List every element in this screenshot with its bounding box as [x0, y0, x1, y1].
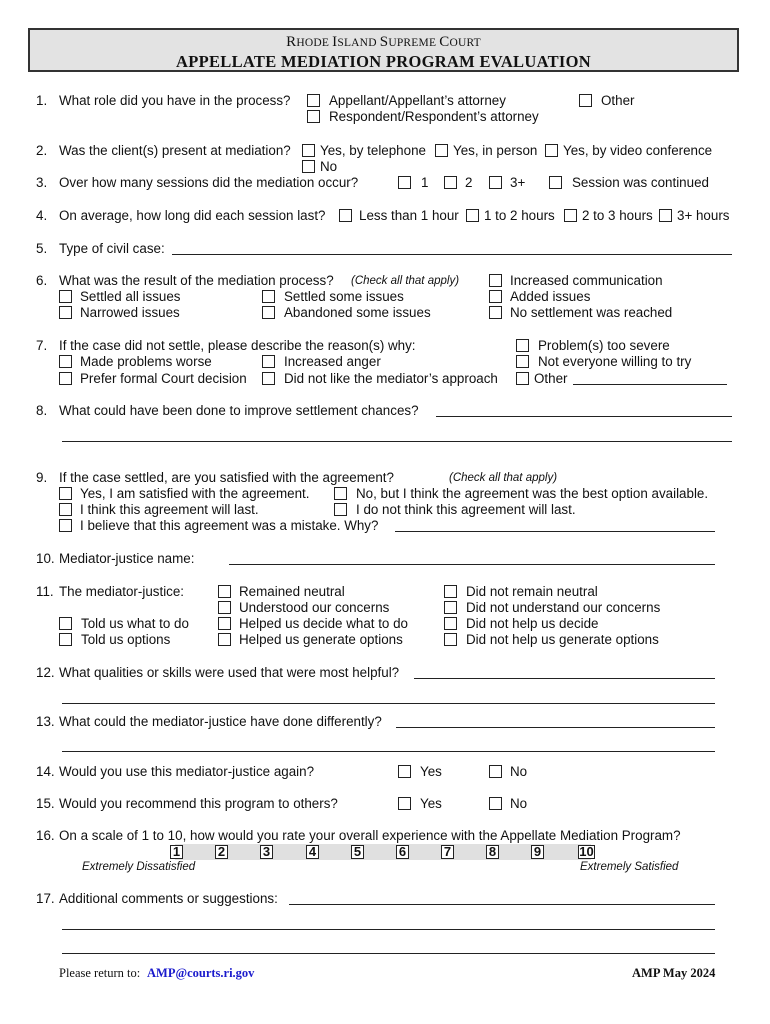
q15-yes-label: Yes — [420, 796, 442, 811]
q7-approach-label: Did not like the mediator’s approach — [284, 371, 498, 386]
q9-will-last-checkbox[interactable] — [59, 503, 72, 516]
rating-option-2[interactable]: 2 — [215, 845, 228, 859]
return-label: Please return to: — [59, 966, 141, 980]
q3-one-checkbox[interactable] — [398, 176, 411, 189]
rating-option-3[interactable]: 3 — [260, 845, 273, 859]
q10-number: 10. — [36, 551, 55, 566]
q7-number: 7. — [36, 338, 48, 353]
rating-option-9[interactable]: 9 — [531, 845, 544, 859]
q5-text: Type of civil case: — [59, 241, 165, 256]
q7-text: If the case did not settle, please describe the reason(s) why: — [59, 338, 416, 353]
q16-high-label: Extremely Satisfied — [580, 861, 679, 873]
q9-satisfied-checkbox[interactable] — [59, 487, 72, 500]
q15-no-label: No — [510, 796, 528, 811]
q16-low-label: Extremely Dissatisfied — [82, 861, 196, 873]
q17-number: 17. — [36, 891, 55, 906]
q7-formal-court-label: Prefer formal Court decision — [80, 371, 247, 386]
q7-other-checkbox[interactable] — [516, 372, 529, 385]
q2-video-checkbox[interactable] — [545, 144, 558, 157]
q7-anger-checkbox[interactable] — [262, 355, 275, 368]
q9-mistake-checkbox[interactable] — [59, 519, 72, 532]
q11-helped-decide-label: Helped us decide what to do — [239, 616, 408, 631]
q14-text: Would you use this mediator-justice again? — [59, 764, 315, 779]
q2-in-person-checkbox[interactable] — [435, 144, 448, 157]
q9-number: 9. — [36, 470, 48, 485]
q2-video-label: Yes, by video conference — [563, 143, 713, 158]
q3-two-label: 2 — [465, 175, 473, 190]
q7-too-severe-checkbox[interactable] — [516, 339, 529, 352]
q9-wont-last-checkbox[interactable] — [334, 503, 347, 516]
q2-number: 2. — [36, 143, 48, 158]
q4-text: On average, how long did each session last? — [59, 208, 326, 223]
q7-not-willing-label: Not everyone willing to try — [538, 354, 692, 369]
q11-not-help-generate-checkbox[interactable] — [444, 633, 457, 646]
q3-three-plus-checkbox[interactable] — [489, 176, 502, 189]
q1-other-checkbox[interactable] — [579, 94, 592, 107]
q11-not-neutral-checkbox[interactable] — [444, 585, 457, 598]
q6-settled-some-checkbox[interactable] — [262, 290, 275, 303]
q14-no-checkbox[interactable] — [489, 765, 502, 778]
q9-wont-last-label: I do not think this agreement will last. — [356, 502, 576, 517]
q13-number: 13. — [36, 714, 55, 729]
q11-told-what-label: Told us what to do — [81, 616, 189, 631]
rating-option-6[interactable]: 6 — [396, 845, 409, 859]
q11-number: 11. — [36, 584, 54, 599]
q7-worse-label: Made problems worse — [80, 354, 212, 369]
q3-one-label: 1 — [421, 175, 429, 190]
q11-not-help-generate-label: Did not help us generate options — [466, 632, 659, 647]
q6-settled-all-label: Settled all issues — [80, 289, 181, 304]
form-version: AMP May 2024 — [632, 966, 716, 980]
q1-other-label: Other — [601, 93, 635, 108]
rating-option-7[interactable]: 7 — [441, 845, 454, 859]
q15-no-checkbox[interactable] — [489, 797, 502, 810]
q8-text: What could have been done to improve settlement chances? — [59, 403, 419, 418]
q15-text: Would you recommend this program to others? — [59, 796, 338, 811]
q9-satisfied-label: Yes, I am satisfied with the agreement. — [80, 486, 310, 501]
q6-hint: (Check all that apply) — [351, 275, 460, 287]
q6-settled-all-checkbox[interactable] — [59, 290, 72, 303]
q14-yes-label: Yes — [420, 764, 442, 779]
q6-text: What was the result of the mediation process? — [59, 273, 334, 288]
q11-helped-generate-label: Helped us generate options — [239, 632, 403, 647]
q9-hint: (Check all that apply) — [449, 472, 558, 484]
q1-respondent-label: Respondent/Respondent’s attorney — [329, 109, 539, 124]
q7-not-willing-checkbox[interactable] — [516, 355, 529, 368]
q7-worse-checkbox[interactable] — [59, 355, 72, 368]
q2-no-label: No — [320, 159, 338, 174]
q6-added-issues-label: Added issues — [510, 289, 591, 304]
q1-text: What role did you have in the process? — [59, 93, 291, 108]
q6-narrowed-label: Narrowed issues — [80, 305, 180, 320]
rating-option-8[interactable]: 8 — [486, 845, 499, 859]
q1-appellant-label: Appellant/Appellant’s attorney — [329, 93, 506, 108]
q2-telephone-label: Yes, by telephone — [320, 143, 426, 158]
q6-number: 6. — [36, 273, 48, 288]
q5-answer-line[interactable] — [172, 254, 732, 255]
form-title: APPELLATE MEDIATION PROGRAM EVALUATION — [176, 52, 591, 71]
q17-answer-line-1[interactable] — [289, 904, 715, 905]
q17-text: Additional comments or suggestions: — [59, 891, 278, 906]
q11-understood-label: Understood our concerns — [239, 600, 390, 615]
q10-text: Mediator-justice name: — [59, 551, 195, 566]
q4-1-2h-checkbox[interactable] — [466, 209, 479, 222]
q6-abandoned-checkbox[interactable] — [262, 306, 275, 319]
q6-no-settlement-checkbox[interactable] — [489, 306, 502, 319]
q9-mistake-label: I believe that this agreement was a mistake. Why? — [80, 518, 379, 533]
q3-text: Over how many sessions did the mediation occur? — [59, 175, 359, 190]
q6-settled-some-label: Settled some issues — [284, 289, 404, 304]
q11-understood-checkbox[interactable] — [218, 601, 231, 614]
q4-2-3h-checkbox[interactable] — [564, 209, 577, 222]
q14-number: 14. — [36, 764, 55, 779]
q4-number: 4. — [36, 208, 48, 223]
q12-answer-line-1[interactable] — [414, 678, 715, 679]
q6-increased-comm-label: Increased communication — [510, 273, 663, 288]
q2-text: Was the client(s) present at mediation? — [59, 143, 291, 158]
rating-option-5[interactable]: 5 — [351, 845, 364, 859]
q7-too-severe-label: Problem(s) too severe — [538, 338, 670, 353]
q17-answer-line-3[interactable] — [62, 953, 715, 954]
q11-not-neutral-label: Did not remain neutral — [466, 584, 598, 599]
q13-answer-line-2[interactable] — [62, 751, 715, 752]
q1-respondent-checkbox[interactable] — [307, 110, 320, 123]
q11-neutral-checkbox[interactable] — [218, 585, 231, 598]
q12-answer-line-2[interactable] — [62, 703, 715, 704]
q7-formal-court-checkbox[interactable] — [59, 372, 72, 385]
form-header — [28, 28, 739, 72]
q7-other-label: Other — [534, 371, 568, 386]
q9-best-option-label: No, but I think the agreement was the best option available. — [356, 486, 709, 501]
q11-helped-decide-checkbox[interactable] — [218, 617, 231, 630]
rating-option-1[interactable]: 1 — [170, 845, 183, 859]
q12-number: 12. — [36, 665, 55, 680]
q4-3h-plus-label: 3+ hours — [677, 208, 730, 223]
q11-not-help-decide-label: Did not help us decide — [466, 616, 599, 631]
q11-told-what-checkbox[interactable] — [59, 617, 72, 630]
q11-helped-generate-checkbox[interactable] — [218, 633, 231, 646]
q8-answer-line-2[interactable] — [62, 441, 732, 442]
q9-will-last-label: I think this agreement will last. — [80, 502, 259, 517]
q6-abandoned-label: Abandoned some issues — [284, 305, 431, 320]
q7-other-line[interactable] — [573, 384, 727, 385]
rating-option-10[interactable]: 10 — [579, 844, 594, 859]
q6-increased-comm-checkbox[interactable] — [489, 274, 502, 287]
q6-narrowed-checkbox[interactable] — [59, 306, 72, 319]
q1-appellant-checkbox[interactable] — [307, 94, 320, 107]
q9-text: If the case settled, are you satisfied with the agreement? — [59, 470, 394, 485]
q14-yes-checkbox[interactable] — [398, 765, 411, 778]
q3-three-plus-label: 3+ — [510, 175, 526, 190]
q3-two-checkbox[interactable] — [444, 176, 457, 189]
q5-number: 5. — [36, 241, 48, 256]
q11-neutral-label: Remained neutral — [239, 584, 345, 599]
q8-number: 8. — [36, 403, 48, 418]
q9-why-line[interactable] — [395, 531, 715, 532]
q4-less-1h-label: Less than 1 hour — [359, 208, 459, 223]
q15-yes-checkbox[interactable] — [398, 797, 411, 810]
q6-added-issues-checkbox[interactable] — [489, 290, 502, 303]
q8-answer-line-1[interactable] — [436, 416, 732, 417]
q13-answer-line-1[interactable] — [396, 727, 715, 728]
q15-number: 15. — [36, 796, 55, 811]
q3-continued-label: Session was continued — [572, 175, 709, 190]
q7-approach-checkbox[interactable] — [262, 372, 275, 385]
q11-text: The mediator-justice: — [59, 584, 185, 599]
q3-continued-checkbox[interactable] — [549, 176, 562, 189]
q17-answer-line-2[interactable] — [62, 929, 715, 930]
q12-text: What qualities or skills were used that were most helpful? — [59, 665, 400, 680]
q16-number: 16. — [36, 828, 55, 843]
q4-less-1h-checkbox[interactable] — [339, 209, 352, 222]
rating-scale-bar — [175, 844, 591, 860]
q9-best-option-checkbox[interactable] — [334, 487, 347, 500]
q4-3h-plus-checkbox[interactable] — [659, 209, 672, 222]
q6-no-settlement-label: No settlement was reached — [510, 305, 673, 320]
q4-2-3h-label: 2 to 3 hours — [582, 208, 653, 223]
rating-option-4[interactable]: 4 — [306, 845, 319, 859]
q11-not-understood-checkbox[interactable] — [444, 601, 457, 614]
q11-told-options-label: Told us options — [81, 632, 171, 647]
q14-no-label: No — [510, 764, 528, 779]
q2-in-person-label: Yes, in person — [453, 143, 538, 158]
return-email-link[interactable]: AMP@courts.ri.gov — [147, 966, 255, 980]
q4-1-2h-label: 1 to 2 hours — [484, 208, 555, 223]
q2-telephone-checkbox[interactable] — [302, 144, 315, 157]
court-name: RHODE ISLAND SUPREME COURT — [286, 34, 481, 50]
q11-told-options-checkbox[interactable] — [59, 633, 72, 646]
q7-anger-label: Increased anger — [284, 354, 381, 369]
q11-not-understood-label: Did not understand our concerns — [466, 600, 661, 615]
q3-number: 3. — [36, 175, 48, 190]
q13-text: What could the mediator-justice have done differently? — [59, 714, 382, 729]
q10-answer-line[interactable] — [229, 564, 715, 565]
q11-not-help-decide-checkbox[interactable] — [444, 617, 457, 630]
q2-no-checkbox[interactable] — [302, 160, 315, 173]
q16-text: On a scale of 1 to 10, how would you rate your overall experience with the Appellate Mediation Program? — [59, 828, 681, 843]
q1-number: 1. — [36, 93, 48, 108]
